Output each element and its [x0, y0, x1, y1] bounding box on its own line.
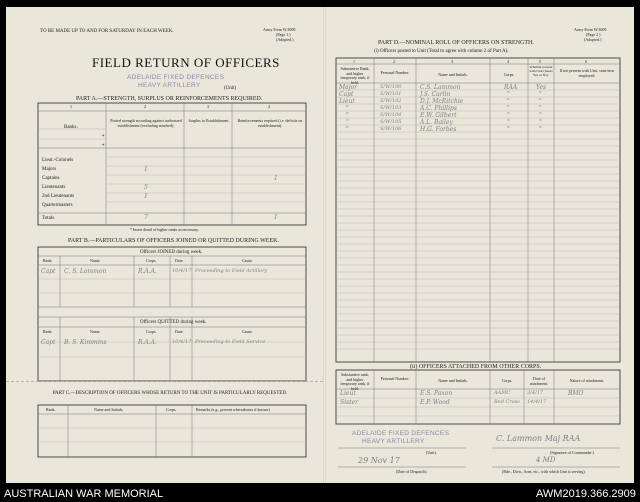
d-col-rank: Substantive Rank, and higher temporary rank, if held. — [340, 66, 370, 85]
form-number-right: Army Form W.3009. — [574, 27, 608, 32]
form-number: Army Form W.3009. — [263, 27, 297, 32]
archive-credit: AUSTRALIAN WAR MEMORIAL — [4, 488, 164, 500]
hw-quitted-cause: Proceeding to Field Service — [195, 339, 266, 345]
joined-col-rank: Rank. — [43, 258, 53, 263]
form-page-right: (Page 2.) — [586, 32, 601, 37]
hw-ditto-mark: " — [507, 91, 510, 98]
hw-joined-cause: Proceeding to Field Artillery — [195, 268, 268, 274]
hw-ditto-mark: " — [539, 119, 542, 126]
att-col-number: Personal Number. — [380, 376, 410, 381]
joined-col-name: Name. — [90, 258, 101, 263]
hw-roll-number: S/W/104 — [380, 112, 402, 118]
hw-roll-rank: Capt — [339, 91, 354, 98]
despatch-date-label: (Date of Despatch). — [396, 469, 428, 474]
hw-ditto-mark: " — [539, 98, 542, 105]
hw-ditto-mark: " — [346, 112, 349, 119]
unit-stamp: ADELAIDE FIXED DEFENCES — [127, 74, 225, 81]
hw-strength: 1 — [144, 166, 148, 173]
hw-ditto-mark: " — [539, 126, 542, 133]
rank-row: Quartermasters — [42, 203, 73, 208]
hw-quitted-date: 10/4/17 — [172, 339, 192, 345]
unit-label-right: (Unit). — [426, 450, 437, 455]
hw-reinforcement: 1 — [274, 175, 278, 182]
d-col-number-4: 4 — [507, 59, 509, 64]
part-d-title: PART D.—NOMINAL ROLL OF OFFICERS ON STRENGTH. — [378, 40, 534, 46]
att-col-name: Name and Initials. — [438, 378, 468, 383]
d-col-number-3: 3 — [451, 59, 453, 64]
hw-joined-rank: Capt — [41, 268, 56, 275]
quitted-title: Officers QUITTED during week. — [140, 320, 207, 325]
hw-roll-number: S/W/103 — [380, 105, 402, 111]
col-number-3: 3 — [207, 104, 209, 109]
hw-roll-name: A.C. Phillips — [420, 105, 457, 112]
hw-att-name: E.P. Wood — [420, 399, 450, 406]
d-col-name: Name and Initials. — [438, 72, 468, 77]
d-col-present: Whether present with Unit (Insert Yes or No). — [529, 65, 553, 77]
unit-label: (Unit) — [224, 86, 237, 91]
hw-roll-name: A.L. Bailey — [420, 119, 453, 126]
hw-roll-rank: Major — [339, 84, 358, 91]
hw-quitted-corps: R.A.A. — [138, 339, 157, 346]
unit-stamp-line2: HEAVY ARTILLERY — [138, 82, 201, 89]
d-col-number-6: 6 — [585, 59, 587, 64]
part-c-col-corps: Corps. — [166, 407, 177, 412]
col-surplus-header: Surplus to Establishment. — [188, 118, 230, 123]
hw-ditto-mark: " — [346, 126, 349, 133]
hw-roll-name: D.J. McRitchie — [420, 98, 464, 105]
rank-row: Lieut.-Colonels — [42, 158, 74, 163]
hw-att-date: 14/4/17 — [527, 399, 547, 405]
hw-roll-number: S/W/105 — [380, 119, 402, 125]
hw-att-corps: AAMC — [494, 390, 511, 396]
quitted-col-rank: Rank. — [43, 329, 53, 334]
hw-despatch-date: 29 Nov 17 — [358, 456, 400, 465]
hw-roll-number: S/W/101 — [380, 91, 402, 97]
col-strength-header: Posted strength according against authorized establishment (excluding attached). — [110, 118, 182, 128]
col-number-2: 2 — [144, 104, 146, 109]
joined-col-date: Date. — [175, 258, 184, 263]
hw-quitted-name: B. S. Kimmins — [64, 339, 107, 346]
hw-brigade: 4 MD — [536, 456, 556, 464]
page-fold — [323, 7, 326, 483]
hw-roll-present: Yes — [536, 84, 547, 91]
part-c-col-name: Name and Initials. — [94, 407, 124, 412]
form-adopted: (Adopted.) — [276, 37, 294, 42]
archive-id: AWM2019.366.2909 — [536, 488, 636, 500]
top-note: TO BE MADE UP TO AND FOR SATURDAY IN EACH WEEK. — [40, 29, 174, 34]
part-c-col-rank: Rank. — [46, 407, 56, 412]
rank-row: Majors — [42, 167, 57, 172]
part-d-subtitle: (i) Officers posted to Unit (Total to agree with column 2 of Part A). — [374, 49, 509, 54]
hw-att-rank: Sister — [340, 399, 358, 406]
hw-joined-name: C. S. Lammon — [64, 268, 107, 275]
quitted-col-name: Name. — [90, 329, 101, 334]
part-a-footnote: * Insert detail of higher ranks as necessary. — [130, 227, 199, 232]
quitted-col-date: Date. — [175, 329, 184, 334]
unit-stamp-right-line2: HEAVY ARTILLERY — [362, 438, 425, 445]
att-col-corps: Corps. — [501, 378, 513, 383]
form-adopted-right: (Adopted.) — [584, 37, 602, 42]
form-page: (Page 1.) — [276, 32, 291, 37]
rank-row: Captains — [42, 176, 60, 181]
hw-strength-total: 7 — [144, 214, 148, 221]
hw-roll-rank: Lieut — [339, 98, 355, 105]
asterisk-mark: * — [102, 144, 105, 149]
quitted-col-cause: Cause. — [242, 329, 253, 334]
joined-title: Officers JOINED during week. — [140, 250, 203, 255]
col-number-4: 4 — [268, 104, 270, 109]
col-reinforcements-header: Reinforcements required (i.e. deficits on establishment). — [237, 118, 303, 128]
att-col-date: Date of attachment. — [529, 376, 549, 386]
brigade-label: (Bde., Divn., Area, etc., with which Unit is serving). — [502, 469, 586, 474]
unit-stamp-right: ADELAIDE FIXED DEFENCES — [352, 430, 450, 437]
joined-col-cause: Cause. — [242, 258, 253, 263]
hw-att-rank: Lieut — [340, 390, 356, 397]
d-col-number-5: 5 — [539, 59, 541, 64]
part-b-title: PART B.—PARTICULARS OF OFFICERS JOINED OR QUITTED DURING WEEK. — [68, 238, 279, 244]
attached-title: (ii) OFFICERS ATTACHED FROM OTHER CORPS. — [410, 364, 542, 370]
rank-row: Lieutenants — [42, 185, 66, 190]
rank-row-totals: Totals — [42, 216, 55, 221]
hw-att-nature: BMO — [568, 390, 584, 397]
hw-ditto-mark: " — [507, 126, 510, 133]
hw-ditto-mark: " — [346, 119, 349, 126]
hw-strength: 1 — [144, 193, 148, 200]
hw-roll-name: E.W. Gilbert — [420, 112, 457, 119]
att-col-nature: Nature of attachment. — [569, 378, 605, 383]
hw-roll-name: H.G. Forbes — [420, 126, 457, 133]
hw-ditto-mark: " — [539, 112, 542, 119]
page-title: FIELD RETURN OF OFFICERS — [92, 55, 280, 70]
rank-row: 2nd Lieutenants — [42, 194, 75, 199]
joined-col-corps: Corps. — [146, 258, 157, 263]
att-col-rank: Substantive rank, and higher temporary rank, if held. — [340, 372, 370, 391]
hw-strength: 5 — [144, 184, 148, 191]
part-c-title: PART C.—DESCRIPTION OF OFFICERS WHOSE RETURN TO THE UNIT IS PARTICULARLY REQUESTED. — [52, 391, 288, 396]
hw-roll-number: S/W/102 — [380, 98, 402, 104]
col-number-1: 1 — [70, 104, 72, 109]
hw-joined-date: 10/4/17 — [172, 268, 192, 274]
quitted-col-corps: Corps. — [146, 329, 157, 334]
hw-ditto-mark: " — [539, 105, 542, 112]
part-c-col-remarks: Remarks (e.g., present whereabouts if known) — [196, 407, 270, 412]
form-sheet — [6, 7, 634, 483]
hw-roll-name: J.S. Carlin — [420, 91, 451, 98]
hw-ditto-mark: " — [507, 98, 510, 105]
hw-roll-number: S/W/100 — [380, 84, 402, 90]
hw-att-date: 3/4/17 — [527, 390, 544, 396]
hw-ditto-mark: " — [539, 91, 542, 98]
hw-att-name: E.S. Paxon — [420, 390, 453, 397]
hw-reinforcement-total: 1 — [274, 214, 278, 221]
d-col-number-2: 2 — [393, 59, 395, 64]
hw-roll-corps: RAA — [504, 84, 518, 91]
d-col-number-1: 1 — [353, 59, 355, 64]
d-col-employed: If not present with Unit, state how employed. — [559, 68, 615, 78]
hw-ditto-mark: " — [507, 119, 510, 126]
hw-ditto-mark: " — [346, 105, 349, 112]
hw-roll-name: C.S. Lammon — [420, 84, 461, 91]
d-col-personal-number: Personal Number. — [380, 70, 410, 75]
hw-att-corps: Red Cross — [494, 399, 520, 405]
hw-ditto-mark: " — [507, 105, 510, 112]
hw-ditto-mark: " — [507, 112, 510, 119]
hw-quitted-rank: Capt — [41, 339, 56, 346]
hw-joined-corps: R.A.A. — [138, 268, 157, 275]
col-ranks-header: Ranks. — [64, 125, 78, 130]
perforation-line — [6, 381, 323, 382]
hw-commander-signature: C. Lammon Maj RAA — [496, 434, 581, 443]
hw-roll-number: S/W/106 — [380, 126, 402, 132]
asterisk-mark: * — [102, 135, 105, 140]
d-col-corps: Corps. — [503, 72, 515, 77]
signature-label: (Signature of Commander.) — [550, 450, 594, 455]
part-a-title: PART A.—STRENGTH, SURPLUS OR REINFORCEMENTS REQUIRED. — [76, 96, 263, 102]
